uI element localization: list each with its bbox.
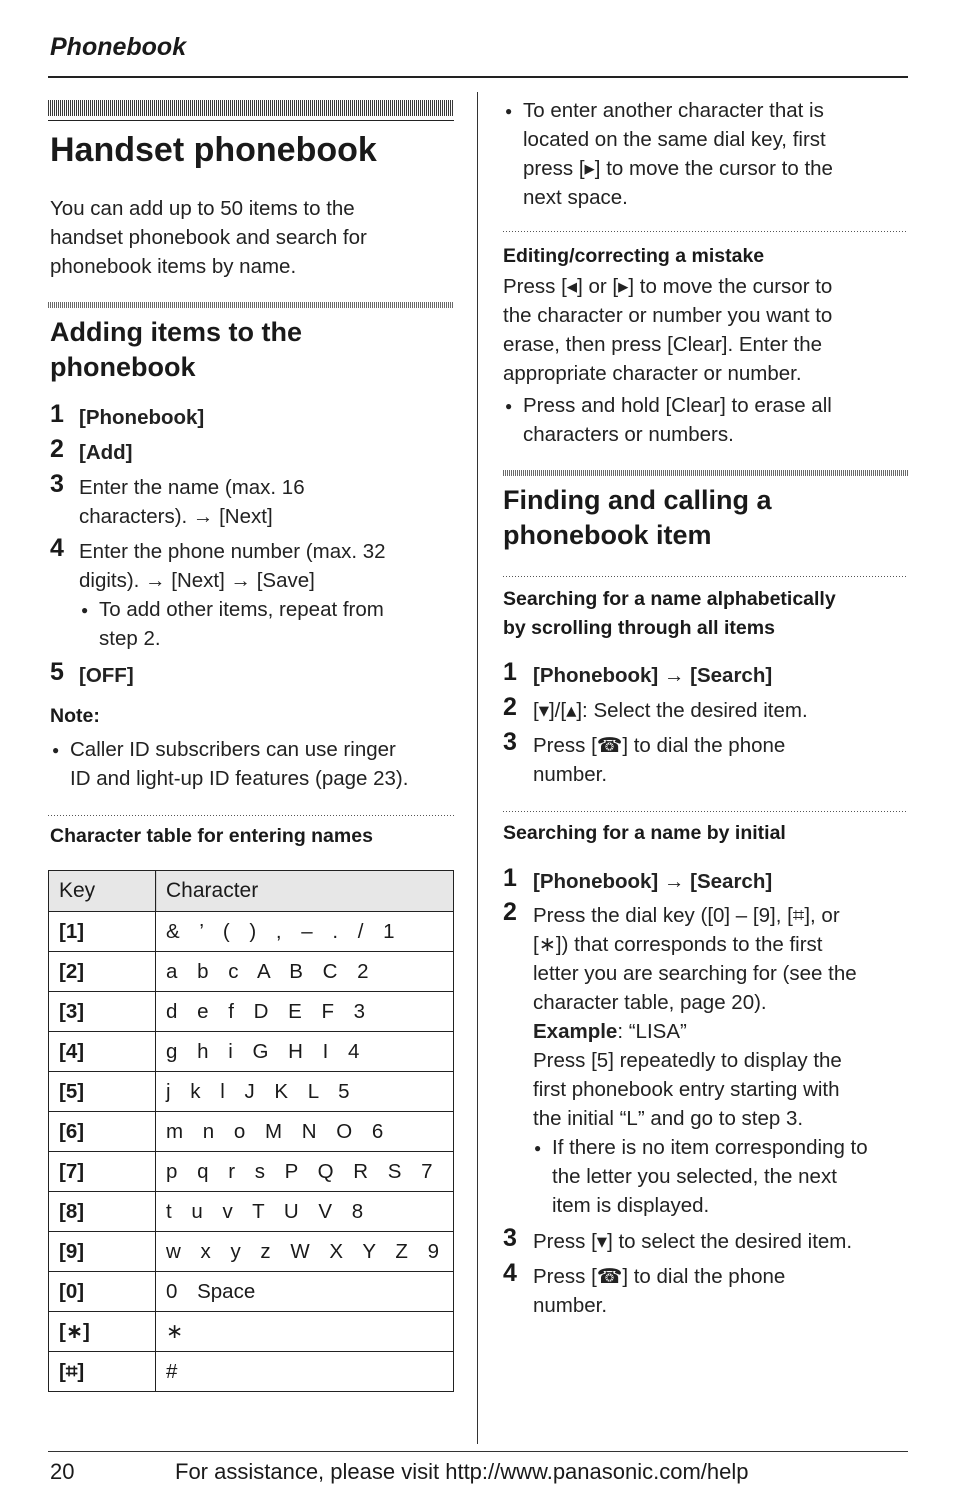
step-text: [▾]/[▴]: Select the desired item. [533, 699, 808, 722]
table-row [49, 1352, 454, 1392]
example-value: : “LISA” [617, 1020, 687, 1043]
character-cell: p q r s P Q R S 7 [156, 1152, 454, 1192]
table-header-character: Character [156, 871, 454, 912]
alpha-heading: Searching for a name alphabetically by scrolling through all items [503, 588, 836, 639]
character-cell: w x y z W X Y Z 9 [156, 1232, 454, 1272]
key-cell: [2] [49, 952, 156, 992]
step-text: Press the dial key ([0] – [9], [⌗], or [∗]) that corresponds to the first letter you are searching for (see the character table, page 20). Example: “LISA” Press [5] repeatedly to display the first phonebook entry starting with the initial “L” and go to step 3. [533, 904, 857, 1130]
table-row [49, 1112, 454, 1152]
step-number: 1 [503, 864, 517, 892]
table-row [49, 1152, 454, 1192]
character-cell: a b c A B C 2 [156, 952, 454, 992]
key-cell: [7] [49, 1152, 156, 1192]
finding-heading: Finding and calling a phonebook item [503, 485, 772, 550]
character-cell: g h i G H I 4 [156, 1032, 454, 1072]
step-number: 3 [50, 470, 64, 498]
table-row [49, 952, 454, 992]
initial-divider [503, 811, 908, 812]
character-cell: & ’ ( ) , – . / 1 [156, 912, 454, 952]
step-text: Press [☎] to dial the phone number. [533, 734, 786, 786]
footer-rule [48, 1451, 908, 1452]
table-row [49, 992, 454, 1032]
assistance-text: For assistance, please visit http://www.panasonic.com/help [175, 1459, 749, 1484]
example-bullet: ● If there is no item corresponding to the letter you selected, the next item is displayed. [552, 1133, 868, 1220]
intro-text: You can add up to 50 items to the handset phonebook and search for phonebook items by name. [50, 197, 367, 278]
step-number: 2 [503, 693, 517, 721]
header-rule [48, 76, 908, 78]
editing-text: Press [◂] or [▸] to move the cursor to the character or number you want to erase, then press [Clear]. Enter the appropriate character or number. [503, 275, 833, 385]
step-number: 5 [50, 658, 64, 686]
title-rule [48, 120, 454, 121]
note-label: Note: [50, 705, 100, 727]
key-cell: [8] [49, 1192, 156, 1232]
note-bullet: ● Caller ID subscribers can use ringer ID and light-up ID features (page 23). [70, 735, 408, 793]
adding-heading: Adding items to the phonebook [50, 317, 302, 382]
character-cell: j k l J K L 5 [156, 1072, 454, 1112]
character-table [48, 870, 454, 1392]
step-number: 4 [50, 534, 64, 562]
character-cell: t u v T U V 8 [156, 1192, 454, 1232]
character-cell: # [156, 1352, 454, 1392]
step-number: 1 [50, 400, 64, 428]
table-header-key: Key [49, 871, 156, 912]
step-number: 4 [503, 1259, 517, 1287]
page-number: 20 [50, 1459, 75, 1484]
key-cell: [1] [49, 912, 156, 952]
table-row [49, 912, 454, 952]
char-table-heading: Character table for entering names [50, 825, 373, 847]
step-text: Enter the phone number (max. 32 digits). → [Next] → [Save] [79, 540, 386, 592]
finding-stripe [503, 470, 908, 476]
key-cell: [5] [49, 1072, 156, 1112]
step-number: 1 [503, 658, 517, 686]
example-label: Example [533, 1020, 618, 1043]
character-cell: 0 Space [156, 1272, 454, 1312]
table-row [49, 1032, 454, 1072]
step-text: [OFF] [79, 664, 134, 687]
table-row [49, 1312, 454, 1352]
character-cell: ∗ [156, 1312, 454, 1352]
key-cell: [9] [49, 1232, 156, 1272]
editing-bullet: ● Press and hold [Clear] to erase all characters or numbers. [523, 391, 832, 449]
alpha-divider [503, 576, 908, 577]
editing-heading: Editing/correcting a mistake [503, 245, 765, 267]
step-text: Press [☎] to dial the phone number. [533, 1265, 786, 1317]
key-cell: [4] [49, 1032, 156, 1072]
key-cell: [∗] [49, 1312, 156, 1352]
title-stripe [48, 100, 454, 116]
key-cell: [3] [49, 992, 156, 1032]
step-text: Enter the name (max. 16 characters). → [Next] [79, 476, 305, 528]
table-row [49, 1232, 454, 1272]
key-cell: [⌗] [49, 1352, 156, 1392]
step-bullet: ● To add other items, repeat from step 2. [99, 595, 384, 653]
initial-heading: Searching for a name by initial [503, 822, 786, 844]
table-row [49, 1072, 454, 1112]
character-cell: d e f D E F 3 [156, 992, 454, 1032]
table-row [49, 1192, 454, 1232]
step-text: [Phonebook] → [Search] [533, 664, 773, 687]
cursor-tip-bullet: ● To enter another character that is located on the same dial key, first press [▸] to move the cursor to the next space. [523, 96, 833, 212]
table-row [49, 1272, 454, 1312]
step-text: [Phonebook] [79, 406, 205, 429]
step-number: 2 [50, 435, 64, 463]
character-cell: m n o M N O 6 [156, 1112, 454, 1152]
page-header: Phonebook [50, 33, 187, 61]
adding-stripe [48, 302, 454, 308]
section-title: Handset phonebook [50, 131, 377, 169]
step-number: 2 [503, 898, 517, 926]
step-text: [Phonebook] → [Search] [533, 870, 773, 893]
key-cell: [6] [49, 1112, 156, 1152]
key-cell: [0] [49, 1272, 156, 1312]
step-text: [Add] [79, 441, 133, 464]
table-divider [48, 815, 454, 816]
step-text: Press [▾] to select the desired item. [533, 1230, 853, 1253]
step-number: 3 [503, 728, 517, 756]
column-divider [477, 92, 478, 1444]
editing-divider [503, 231, 908, 232]
step-number: 3 [503, 1224, 517, 1252]
